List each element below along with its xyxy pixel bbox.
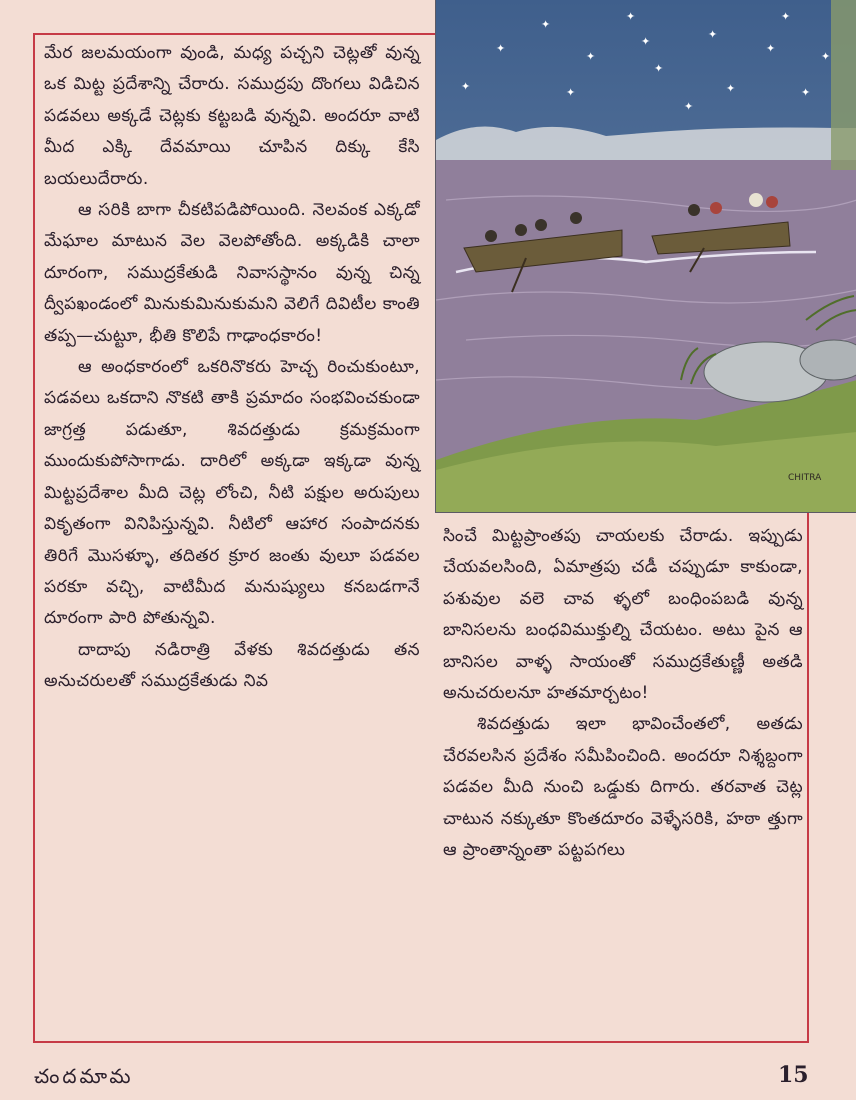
paragraph: ఆ సరికి బాగా చీకటిపడిపోయింది. నెలవంక ఎక్కడో మేఘాల మాటున వెల వెలపోతోంది. అక్కడికి చాలా దూరంగా, సముద్రకేతుడి నివాసస్థానం వున్న చిన్న ద్వీపఖండంలో మినుకుమినుకుమని వెలిగే దివిటీల కాంతి తప్ప—చుట్టూ, భీతి కొలిపే గాఢాంధకారం! <box>44 200 420 346</box>
svg-text:✦: ✦ <box>586 50 596 63</box>
paragraph: దాదాపు నడిరాత్రి వేళకు శివదత్తుడు తన అనుచరులతో సముద్రకేతుడు నివ <box>44 639 420 692</box>
svg-text:✦: ✦ <box>781 10 791 23</box>
illustration-boats-at-night <box>435 0 856 513</box>
paragraph: శివదత్తుడు ఇలా భావించేంతలో, అతడు చేరవలసిన ప్రదేశం సమీపించింది. అందరూ నిశ్శబ్దంగా పడవల మీది నుంచి ఒడ్డుకు దిగారు. తరవాత చెట్ల చాటున నక్కుతూ కొంతదూరం వెళ్ళేసరికి, హఠా త్తుగా ఆ ప్రాంతాన్నంతా పట్టపగలు <box>443 714 803 861</box>
paragraph: సించే మిట్టప్రాంతపు చాయలకు చేరాడు. ఇప్పుడు చేయవలసింది, ఏమాత్రపు చడీ చప్పుడూ కాకుండా, పశువుల వలె చావ ళ్ళలో బంధింపబడి వున్న బానిసలను బంధవిముక్తుల్ని చేయటం. అటు పైన ఆ బానిసల వాళ్ళ సాయంతో సముద్రకేతుణ్ణీ అతడి అనుచరులనూ హతమార్చటం! <box>443 526 803 704</box>
right-text-column <box>443 521 803 866</box>
artist-signature: CHITRA <box>788 473 822 483</box>
paragraph: మేర జలమయంగా వుండి, మధ్య పచ్చని చెట్లతో వున్న ఒక మిట్ట ప్రదేశాన్ని చేరారు. సముద్రపు దొంగలు విడిచిన పడవలు అక్కడే చెట్లకు కట్టబడి వున్నవి. అందరూ వాటి మీద ఎక్కి దేవమాయి చూపిన దిక్కు కేసి బయలుదేరారు. <box>44 43 420 189</box>
svg-text:✦: ✦ <box>641 35 651 48</box>
left-text-column <box>44 38 420 698</box>
svg-text:✦: ✦ <box>708 28 718 41</box>
svg-text:✦: ✦ <box>541 18 551 31</box>
svg-text:✦: ✦ <box>496 42 506 55</box>
svg-text:✦: ✦ <box>684 100 694 113</box>
page-number: 15 <box>778 1062 809 1088</box>
magazine-title: చందమామ <box>34 1064 134 1088</box>
paragraph: ఆ అంధకారంలో ఒకరినొకరు హెచ్చ రించుకుంటూ, పడవలు ఒకదాని నొకటి తాకి ప్రమాదం సంభవించకుండా జాగ్రత్త పడుతూ, శివదత్తుడు క్రమక్రమంగా ముందుకుపోసాగాడు. దారిలో అక్కడా ఇక్కడా వున్న మిట్టప్రదేశాల మీది చెట్ల లోంచి, నీటి పక్షుల అరుపులు వికృతంగా వినిపిస్తున్నవి. నీటిలో ఆహార సంపాదనకు తిరిగే మొసళ్ళూ, తదితర క్రూర జంతు వులూ పడవల పరకూ వచ్చి, వాటిమీద మనుష్యులు కనబడగానే దూరంగా పారి పోతున్నవి. <box>44 357 420 629</box>
svg-text:✦: ✦ <box>461 80 471 93</box>
svg-text:✦: ✦ <box>566 86 576 99</box>
svg-text:✦: ✦ <box>821 50 831 63</box>
svg-text:✦: ✦ <box>626 10 636 23</box>
svg-text:✦: ✦ <box>654 62 664 75</box>
svg-text:✦: ✦ <box>766 42 776 55</box>
svg-text:✦: ✦ <box>801 86 811 99</box>
svg-text:✦: ✦ <box>726 82 736 95</box>
